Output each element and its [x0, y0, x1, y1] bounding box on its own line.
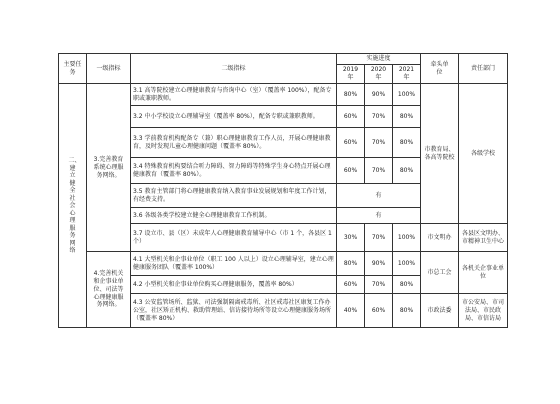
level2-text: 3.4 特殊教育机构要结合听力障碍、智力障碍等特殊学生身心特点开展心理健康教育（覆盖率 80%）。 — [131, 158, 337, 184]
level2-text: 3.5 教育主管部门将心理健康教育纳入教育事业发展规划和年度工作计划，有经费支持。 — [131, 184, 337, 208]
progress-2020: 70% — [365, 276, 393, 294]
table-row — [59, 84, 508, 106]
progress-2020: 70% — [365, 224, 393, 252]
progress-2019: 60% — [337, 158, 365, 184]
level2-text: 3.2 中小学校设立心理辅导室（覆盖率 80%），配备专职或兼职教师。 — [131, 106, 337, 128]
progress-2019: 40% — [337, 294, 365, 328]
progress-2020: 60% — [365, 294, 393, 328]
level2-text: 3.6 各级各类学校建立健全心理健康教育工作机制。 — [131, 208, 337, 224]
progress-2019: 80% — [337, 84, 365, 106]
table-row — [59, 252, 508, 276]
main-task-cell: 二、建立健全社会心理服务网络 — [59, 84, 87, 328]
progress-2020: 90% — [365, 252, 393, 276]
lead-group3: 市教育局、各高等院校 — [421, 84, 459, 224]
progress-2021: 100% — [393, 252, 421, 276]
progress-merged: 有 — [337, 184, 421, 208]
progress-2020: 90% — [365, 84, 393, 106]
header-2021: 2021 年 — [393, 65, 421, 84]
resp-group4: 各机关企事业单位 — [459, 252, 508, 294]
progress-2019: 60% — [337, 276, 365, 294]
header-2019: 2019 年 — [337, 65, 365, 84]
header-2020: 2020 年 — [365, 65, 393, 84]
progress-2019: 30% — [337, 224, 365, 252]
progress-2021: 80% — [393, 276, 421, 294]
level2-text: 4.1 大型机关和企事业单位（职工 100 人以上）设立心理辅导室，建立心理健康服务团队（覆盖率 100%） — [131, 252, 337, 276]
header-level1: 一级指标 — [87, 54, 131, 84]
indicator-table — [58, 53, 508, 328]
progress-2021: 100% — [393, 224, 421, 252]
level2-text: 3.1 高等院校建立心理健康教育与咨询中心（室）（覆盖率 100%），配备专职或兼职教师。 — [131, 84, 337, 106]
resp-group3: 各级学校 — [459, 84, 508, 224]
indicator-table-wrapper — [58, 53, 507, 328]
progress-2019: 60% — [337, 128, 365, 158]
level2-text: 3.3 学前教育机构配备专（兼）职心理健康教育工作人员，开展心理健康教育，及时发现儿童心理健康问题（覆盖率 80%）。 — [131, 128, 337, 158]
lead-group4: 市总工会 — [421, 252, 459, 294]
header-level2: 二级指标 — [131, 54, 337, 84]
progress-2021: 80% — [393, 294, 421, 328]
lead-cell: 市文明办 — [421, 224, 459, 252]
progress-2020: 70% — [365, 158, 393, 184]
level1-group3: 3.完善教育系统心理服务网络。 — [87, 84, 131, 252]
progress-2021: 100% — [393, 84, 421, 106]
header-lead: 牵头单位 — [421, 54, 459, 84]
level1-group4: 4.完善机关和企事业单位、司法等心理健康服务网络。 — [87, 252, 131, 328]
progress-merged: 有 — [337, 208, 421, 224]
progress-2020: 70% — [365, 106, 393, 128]
progress-2021: 80% — [393, 158, 421, 184]
level2-text: 3.7 设立市、县（区）未成年人心理健康教育辅导中心（市 1 个，各县区 1 个） — [131, 224, 337, 252]
lead-cell: 市政法委 — [421, 294, 459, 328]
progress-2021: 80% — [393, 106, 421, 128]
progress-2019: 80% — [337, 252, 365, 276]
progress-2020: 70% — [365, 128, 393, 158]
level2-text: 4.3 公安监管场所、监狱、司法强制隔离戒毒所、社区戒毒社区康复工作办公室，社区矫正机构、救助管理站、信访接待场所等设立心理健康服务场所（覆盖率 80%） — [131, 294, 337, 328]
progress-2019: 60% — [337, 106, 365, 128]
header-main-task: 主要任务 — [59, 54, 87, 84]
progress-2021: 80% — [393, 128, 421, 158]
resp-cell: 各县区文明办、市精神卫生中心 — [459, 224, 508, 252]
level2-text: 4.2 小型机关和企事业单位购买心理健康服务，覆盖率 80%） — [131, 276, 337, 294]
header-resp: 责任部门 — [459, 54, 508, 84]
resp-cell: 市公安局、市司法局、市民政局、市信访局 — [459, 294, 508, 328]
header-progress: 实施进度 — [337, 54, 421, 65]
